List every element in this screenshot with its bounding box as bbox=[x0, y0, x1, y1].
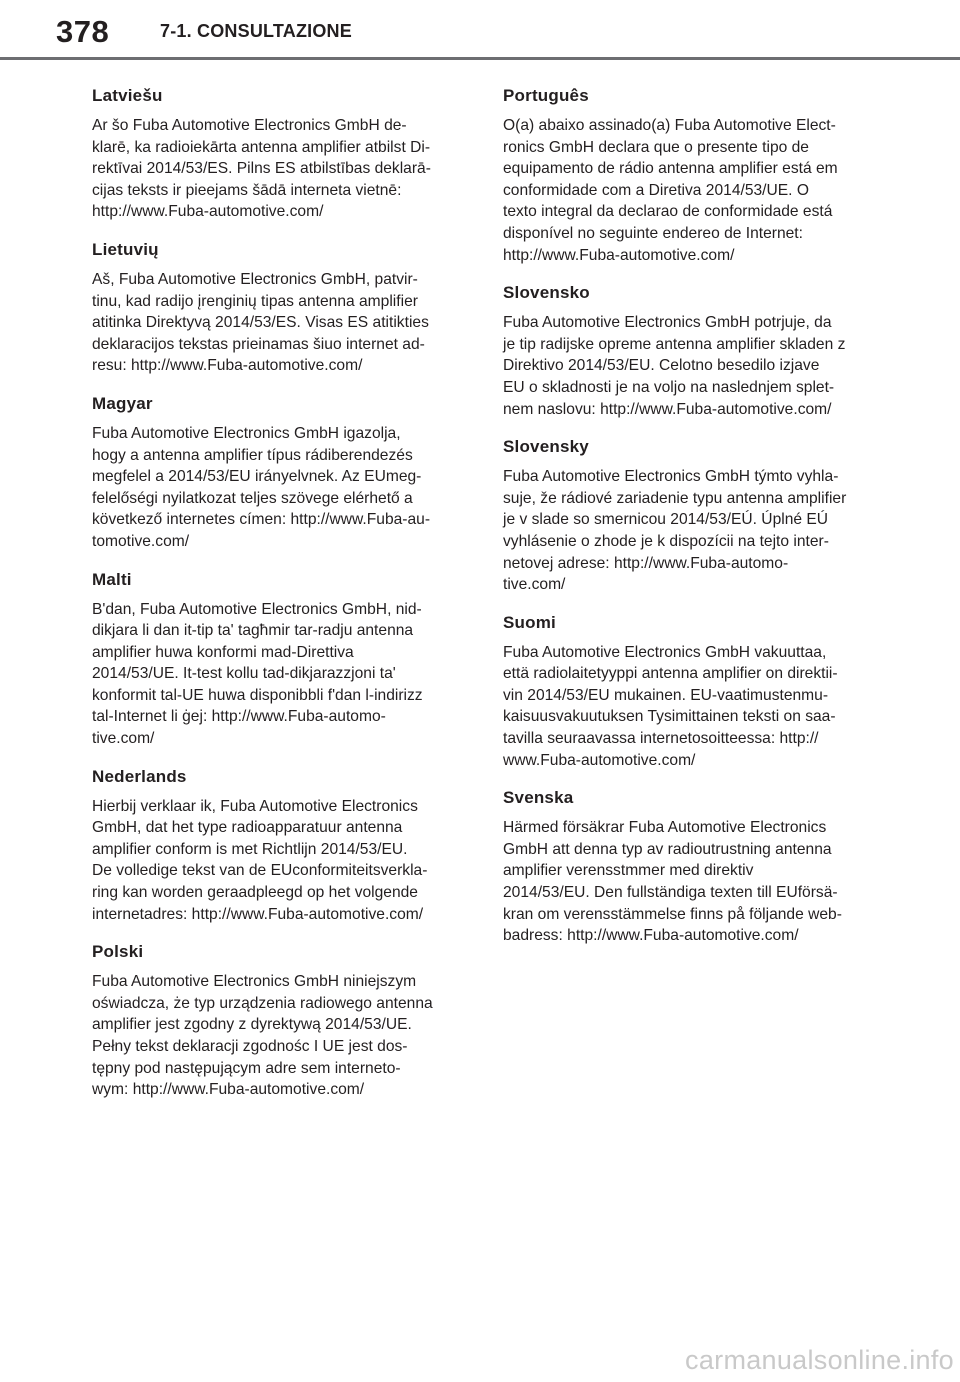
text-line: ronics GmbH declara que o presente tipo de bbox=[503, 138, 809, 156]
text-line: O(a) abaixo assinado(a) Fuba Automotive Elect- bbox=[503, 117, 836, 134]
language-heading: Lietuvių bbox=[92, 239, 159, 259]
language-heading: Slovensky bbox=[503, 437, 589, 457]
text-line: suje, že rádiové zariadenie typu antenna amplifier bbox=[503, 489, 847, 507]
text-line: Aš, Fuba Automotive Electronics GmbH, patvir- bbox=[92, 270, 418, 288]
text-line: De volledige tekst van de EUconformiteitsverkla- bbox=[92, 862, 428, 880]
text-line: texto integral da declarao de conformidade está bbox=[503, 203, 833, 221]
text-line: resu: http://www.Fuba-automotive.com/ bbox=[92, 357, 363, 375]
text-line: GmbH, dat het type radioapparatuur antenna bbox=[92, 819, 403, 837]
language-heading: Malti bbox=[92, 569, 132, 589]
language-section bbox=[92, 238, 464, 377]
declaration-text bbox=[503, 642, 875, 772]
text-line: kaisuusvakuutuksen Tysimittainen teksti on saa- bbox=[503, 708, 836, 726]
text-line: konformit tal-UE huwa disponibbli f'dan l-indirizz bbox=[92, 686, 423, 704]
declaration-text bbox=[503, 466, 875, 596]
text-line: je v slade so smernicou 2014/53/EÚ. Úplné EÚ bbox=[503, 511, 829, 529]
text-line: tinu, kad radijo įrenginių tipas antenna amplifier bbox=[92, 292, 418, 310]
text-line: amplifier verensstmmer med direktiv bbox=[503, 862, 754, 880]
text-line: amplifier jest zgodny z dyrektywą 2014/53/UE. bbox=[92, 1016, 412, 1034]
text-line: vyhlásenie o zhode je k dispozícii na tejto inter- bbox=[503, 532, 829, 550]
language-section bbox=[503, 786, 875, 947]
language-heading: Nederlands bbox=[92, 766, 187, 786]
page-number: 378 bbox=[56, 14, 110, 49]
text-line: netovej adrese: http://www.Fuba-automo- bbox=[503, 554, 789, 572]
text-line: nem naslovu: http://www.Fuba-automotive.com/ bbox=[503, 400, 832, 418]
declaration-text bbox=[503, 115, 875, 266]
text-line: je tip radijske opreme antenna amplifier skladen z bbox=[503, 335, 846, 353]
text-line: EU o skladnosti je na voljo na naslednjem splet- bbox=[503, 378, 835, 396]
text-line: Fuba Automotive Electronics GmbH týmto vyhla- bbox=[503, 468, 839, 486]
text-line: 2014/53/UE. It-test kollu tad-dikjarazzjoni ta' bbox=[92, 665, 396, 683]
declaration-text bbox=[503, 312, 875, 420]
text-line: tomotive.com/ bbox=[92, 532, 190, 550]
language-section bbox=[503, 84, 875, 266]
text-line: internetadres: http://www.Fuba-automotive.com/ bbox=[92, 905, 424, 923]
text-line: megfelel a 2014/53/EU irányelvnek. Az EUmeg- bbox=[92, 468, 422, 486]
language-section bbox=[503, 281, 875, 420]
language-heading: Polski bbox=[92, 942, 144, 962]
text-line: Fuba Automotive Electronics GmbH igazolja, bbox=[92, 424, 401, 442]
language-section bbox=[92, 392, 464, 553]
text-line: tive.com/ bbox=[503, 576, 566, 594]
text-line: amplifier huwa konformi mad-Direttiva bbox=[92, 643, 354, 661]
right-column bbox=[503, 84, 875, 962]
language-heading: Suomi bbox=[503, 612, 556, 632]
text-line: B'dan, Fuba Automotive Electronics GmbH, nid- bbox=[92, 600, 422, 618]
text-line: conformidade com a Diretiva 2014/53/UE. O bbox=[503, 181, 809, 199]
language-section bbox=[92, 568, 464, 750]
text-line: rektīvai 2014/53/ES. Pilns ES atbilstības deklarā- bbox=[92, 160, 431, 178]
text-line: felelőségi nyilatkozat teljes szövege elérhető a bbox=[92, 489, 413, 507]
text-line: klarē, ka radioiekārta antenna amplifier atbilst Di- bbox=[92, 138, 431, 156]
text-line: badress: http://www.Fuba-automotive.com/ bbox=[503, 927, 799, 945]
declaration-text bbox=[92, 269, 464, 377]
text-line: equipamento de rádio antenna amplifier está em bbox=[503, 160, 838, 178]
text-line: tavilla seuraavassa internetosoitteessa: http:// bbox=[503, 730, 819, 748]
text-line: hogy a antenna amplifier típus rádiberendezés bbox=[92, 446, 413, 464]
text-line: Hierbij verklaar ik, Fuba Automotive Electronics bbox=[92, 797, 418, 815]
text-line: 2014/53/EU. Den fullständiga texten till EUförsä- bbox=[503, 884, 838, 902]
watermark: carmanualsonline.info bbox=[685, 1345, 954, 1375]
text-line: että radiolaitetyyppi antenna amplifier on direktii- bbox=[503, 665, 838, 683]
language-heading: Svenska bbox=[503, 788, 574, 808]
declaration-text bbox=[92, 423, 464, 553]
header-divider bbox=[0, 57, 960, 60]
language-heading: Português bbox=[503, 86, 589, 105]
text-line: oświadcza, że typ urządzenia radiowego antenna bbox=[92, 994, 433, 1012]
text-line: GmbH att denna typ av radioutrustning antenna bbox=[503, 840, 832, 858]
language-section bbox=[92, 940, 464, 1101]
language-section bbox=[92, 84, 464, 223]
left-column bbox=[92, 84, 464, 1116]
text-line: kran om verensstämmelse finns på följande web- bbox=[503, 905, 842, 923]
text-line: deklaracijos tekstas prieinamas šiuo internet ad- bbox=[92, 335, 425, 353]
text-line: atitinka Direktyvą 2014/53/ES. Visas ES atitikties bbox=[92, 314, 429, 332]
text-line: Fuba Automotive Electronics GmbH vakuuttaa, bbox=[503, 643, 827, 661]
text-line: tive.com/ bbox=[92, 730, 155, 748]
text-line: dikjara li dan it-tip ta' tagħmir tar-radju antenna bbox=[92, 622, 414, 640]
text-line: http://www.Fuba-automotive.com/ bbox=[503, 246, 735, 264]
text-line: következő internetes címen: http://www.Fuba-au- bbox=[92, 511, 431, 529]
declaration-text bbox=[92, 796, 464, 926]
language-section bbox=[503, 435, 875, 596]
text-line: http://www.Fuba-automotive.com/ bbox=[92, 203, 324, 221]
language-heading: Magyar bbox=[92, 393, 153, 413]
text-line: vin 2014/53/EU mukainen. EU-vaatimustenmu- bbox=[503, 686, 829, 704]
text-line: Pełny tekst deklaracji zgodnośc I UE jest dos- bbox=[92, 1038, 408, 1055]
declaration-text bbox=[92, 115, 464, 223]
declaration-text bbox=[92, 599, 464, 750]
text-line: Direktivo 2014/53/EU. Celotno besedilo izjave bbox=[503, 357, 820, 375]
text-line: Ar šo Fuba Automotive Electronics GmbH de- bbox=[92, 117, 407, 134]
text-line: Fuba Automotive Electronics GmbH niniejszym bbox=[92, 973, 417, 991]
text-line: tal-Internet li ġej: http://www.Fuba-automo- bbox=[92, 708, 386, 726]
language-section bbox=[503, 611, 875, 772]
text-line: Härmed försäkrar Fuba Automotive Electronics bbox=[503, 819, 827, 837]
language-heading: Latviešu bbox=[92, 86, 163, 105]
page-header bbox=[0, 0, 960, 62]
text-line: wym: http://www.Fuba-automotive.com/ bbox=[92, 1081, 365, 1099]
text-line: Fuba Automotive Electronics GmbH potrjuje, da bbox=[503, 314, 832, 332]
text-line: disponível no seguinte endereo de Internet: bbox=[503, 224, 803, 242]
text-line: tępny pod następującym adre sem interneto- bbox=[92, 1059, 401, 1077]
text-line: www.Fuba-automotive.com/ bbox=[503, 751, 696, 769]
text-line: ring kan worden geraadpleegd op het volgende bbox=[92, 884, 418, 902]
language-heading: Slovensko bbox=[503, 283, 590, 303]
text-line: amplifier conform is met Richtlijn 2014/53/EU. bbox=[92, 840, 408, 858]
declaration-text bbox=[503, 817, 875, 947]
section-title: 7-1. CONSULTAZIONE bbox=[160, 21, 352, 41]
language-section bbox=[92, 765, 464, 926]
text-line: cijas teksts ir pieejams šādā interneta vietnē: bbox=[92, 181, 402, 199]
declaration-text bbox=[92, 971, 464, 1101]
